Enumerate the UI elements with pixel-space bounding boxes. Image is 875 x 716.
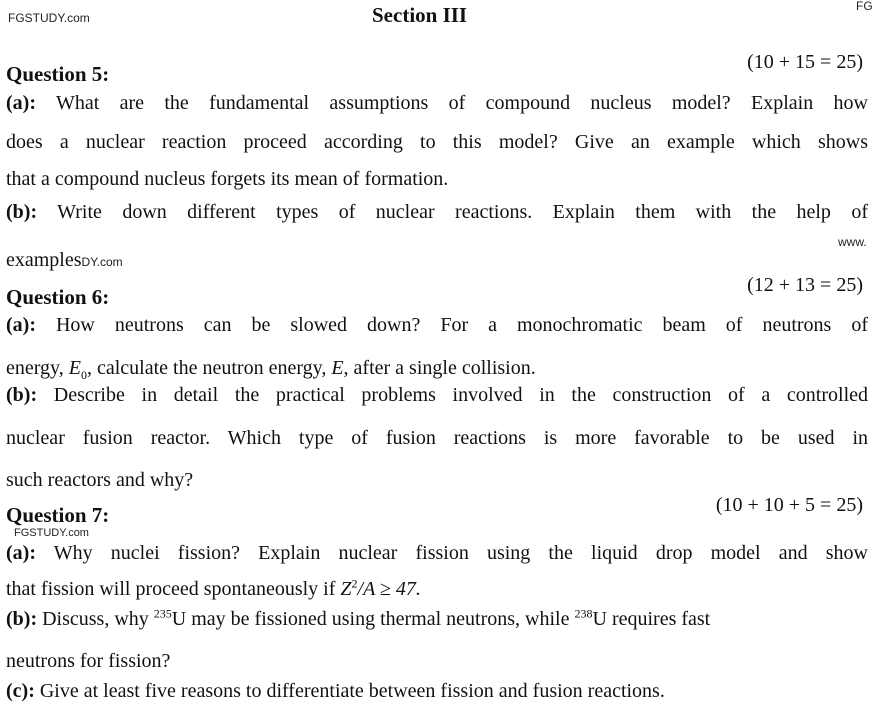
text-segment: 2 xyxy=(351,576,358,591)
line-text: Write down different types of nuclear reactions. Explain them with the help of xyxy=(57,201,868,223)
q6a-line xyxy=(6,356,536,380)
text-segment: , calculate the neutron energy, xyxy=(86,357,332,379)
text-segment: energy, xyxy=(6,357,69,379)
watermark: www. xyxy=(838,235,867,249)
q7b-line: neutrons for fission? xyxy=(6,650,171,672)
q6a-line xyxy=(6,313,868,337)
text-segment: U requires fast xyxy=(592,608,711,630)
watermark: FGSTUDY.com xyxy=(14,527,89,539)
line-text: What are the fundamental assumptions of compound nucleus model? Explain how xyxy=(55,92,868,114)
part-label: (c): xyxy=(6,680,35,702)
line-text: Give at least five reasons to differentiate between fission and fusion reactions. xyxy=(39,680,665,702)
q5a-line: that a compound nucleus forgets its mean of formation. xyxy=(6,168,449,190)
text-segment: 238 xyxy=(574,606,593,621)
q6b-line: nuclear fusion reactor. Which type of fusion reactions is more favorable to be used in xyxy=(6,427,868,449)
q6b-line xyxy=(6,383,868,407)
question-7-heading: Question 7: xyxy=(6,503,110,527)
watermark: DY.com xyxy=(81,255,123,269)
question-6-heading: Question 6: xyxy=(6,285,110,309)
part-label: (a): xyxy=(6,314,36,336)
text-segment: /A ≥ 47. xyxy=(357,578,421,600)
line-text: examples xyxy=(6,249,82,271)
text-segment: E xyxy=(68,357,81,379)
question-5-heading: Question 5: xyxy=(6,62,110,86)
text-segment: , after a single collision. xyxy=(343,357,536,379)
text-segment: (b): xyxy=(6,608,38,630)
text-segment: 0 xyxy=(80,368,87,382)
q7b-line xyxy=(6,607,710,631)
question-7-marks: (10 + 10 + 5 = 25) xyxy=(715,494,863,516)
q7a-line xyxy=(6,541,868,565)
section-title: Section III xyxy=(372,3,468,27)
part-label: (b): xyxy=(6,384,38,406)
text-segment: E xyxy=(331,357,344,379)
q7c-line xyxy=(6,679,665,703)
line-text: How neutrons can be slowed down? For a monochromatic beam of neutrons of xyxy=(55,314,869,336)
text-segment: 235 xyxy=(153,606,172,621)
q5b-line xyxy=(6,248,123,272)
line-text: Why nuclei fission? Explain nuclear fission using the liquid drop model and show xyxy=(53,542,868,564)
text-segment: Discuss, why xyxy=(42,608,154,630)
part-label: (b): xyxy=(6,201,38,223)
q6b-line: such reactors and why? xyxy=(6,469,194,491)
text-segment: that fission will proceed spontaneously if xyxy=(6,578,341,600)
q5b-line xyxy=(6,200,868,224)
question-5-marks: (10 + 15 = 25) xyxy=(747,51,863,73)
question-6-marks: (12 + 13 = 25) xyxy=(747,274,863,296)
q5a-line xyxy=(6,91,868,115)
line-text: Describe in detail the practical problems involved in the construction of a controlled xyxy=(53,384,869,406)
q7a-line xyxy=(6,577,421,601)
watermark: FGSTUDY.com xyxy=(8,11,90,25)
q5a-line: does a nuclear reaction proceed according to this model? Give an example which shows xyxy=(6,131,868,153)
text-segment: U may be fissioned using thermal neutrons, while xyxy=(171,608,575,630)
part-label: (a): xyxy=(6,542,36,564)
watermark: FG xyxy=(856,0,873,13)
part-label: (a): xyxy=(6,92,36,114)
text-segment: Z xyxy=(340,578,352,600)
